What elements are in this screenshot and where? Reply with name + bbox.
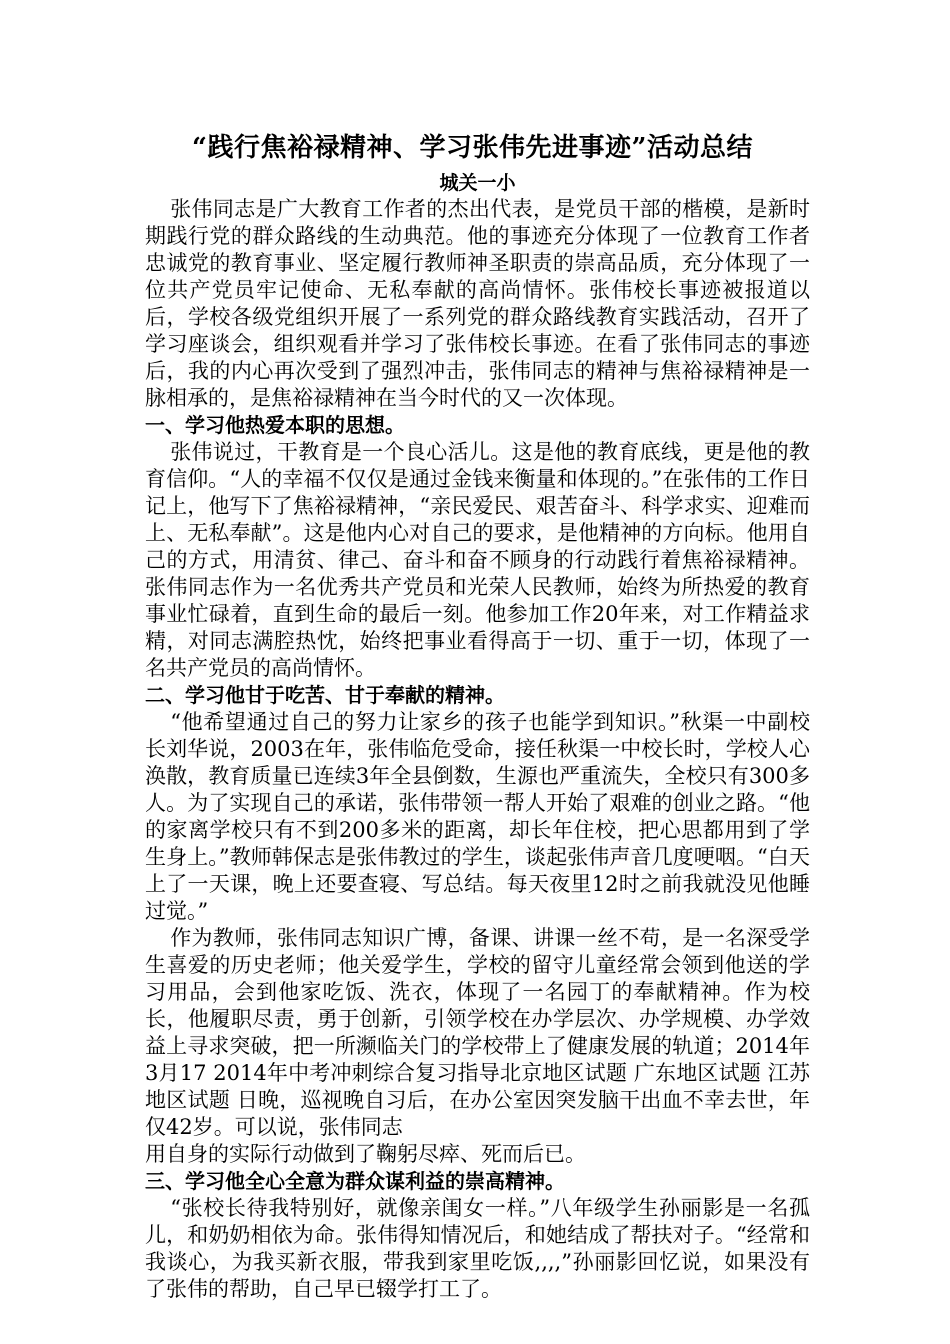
paragraph-section-3: “张校长待我特别好，就像亲闺女一样。”八年级学生孙丽影是一名孤儿，和奶奶相依为命。张伟得知情况后，和她结成了帮扶对子。“经常和我谈心，为我买新衣服，带我到家里吃饭,,,,”孙丽影回忆说，如果没有了张伟的帮助，自己早已辍学打工了。 [145, 1196, 810, 1301]
document-page [145, 130, 810, 1303]
paragraph-intro: 张伟同志是广大教育工作者的杰出代表，是党员干部的楷模，是新时期践行党的群众路线的生动典范。他的事迹充分体现了一位教育工作者忠诚党的教育事业、坚定履行教师神圣职责的崇高品质，充分体现了一位共产党员牢记使命、无私奉献的高尚情怀。张伟校长事迹被报道以后，学校各级党组织开展了一系列党的群众路线教育实践活动，召开了学习座谈会，组织观看并学习了张伟校长事迹。在看了张伟同志的事迹后，我的内心再次受到了强烈冲击，张伟同志的精神与焦裕禄精神是一脉相承的，是焦裕禄精神在当今时代的又一次体现。 [145, 197, 810, 410]
section-heading-3: 三、学习他全心全意为群众谋利益的崇高精神。 [145, 1169, 565, 1193]
document-author: 城关一小 [439, 172, 516, 194]
section-heading-2: 二、学习他甘于吃苦、甘于奉献的精神。 [145, 683, 505, 707]
paragraph-section-1: 张伟说过，干教育是一个良心活儿。这是他的教育底线，更是他的教育信仰。“人的幸福不仅仅是通过金钱来衡量和体现的。”在张伟的工作日记上，他写下了焦裕禄精神，“亲民爱民、艰苦奋斗、科学求实、迎难而上、无私奉献”。这是他内心对自己的要求，是他精神的方向标。他用自己的方式，用清贫、律己、奋斗和奋不顾身的行动践行着焦裕禄精神。张伟同志作为一名优秀共产党员和光荣人民教师，始终为所热爱的教育事业忙碌着，直到生命的最后一刻。他参加工作20年来，对工作精益求精，对同志满腔热忱，始终把事业看得高于一切、重于一切，体现了一名共产党员的高尚情怀。 [145, 440, 810, 680]
paragraph-section-2c: 用自身的实际行动做到了鞠躬尽瘁、死而后已。 [145, 1142, 586, 1166]
section-heading-1: 一、学习他热爱本职的思想。 [145, 413, 405, 437]
document-title: “践行焦裕禄精神、学习张伟先进事迹”活动总结 [192, 133, 753, 163]
paragraph-section-2a: “他希望通过自己的努力让家乡的孩子也能学到知识。”秋渠一中副校长刘华说，2003在年，张伟临危受命，接任秋渠一中校长时，学校人心涣散，教育质量已连续3年全县倒数，生源也严重流失，全校只有300多人。为了实现自己的承诺，张伟带领一帮人开始了艰难的创业之路。“他的家离学校只有不到200多米的距离，却长年住校，把心思都用到了学生身上。”教师韩保志是张伟教过的学生，谈起张伟声音几度哽咽。“白天上了一天课，晚上还要查寝、写总结。每天夜里12时之前我就没见他睡过觉。” [145, 710, 810, 923]
paragraph-section-2b: 作为教师，张伟同志知识广博，备课、讲课一丝不苟，是一名深受学生喜爱的历史老师；他关爱学生，学校的留守儿童经常会领到他送的学习用品，会到他家吃饭、洗衣，体现了一名园丁的奉献精神。作为校长，他履职尽责，勇于创新，引领学校在办学层次、办学规模、办学效益上寻求突破，把一所濒临关门的学校带上了健康发展的轨道；2014年3月17 2014年中考冲刺综合复习指导北京地区试题 广东地区试题 江苏地区试题 日晚，巡视晚自习后，在办公室因突发脑干出血不幸去世，年仅42岁。可以说，张伟同志 [145, 926, 810, 1139]
